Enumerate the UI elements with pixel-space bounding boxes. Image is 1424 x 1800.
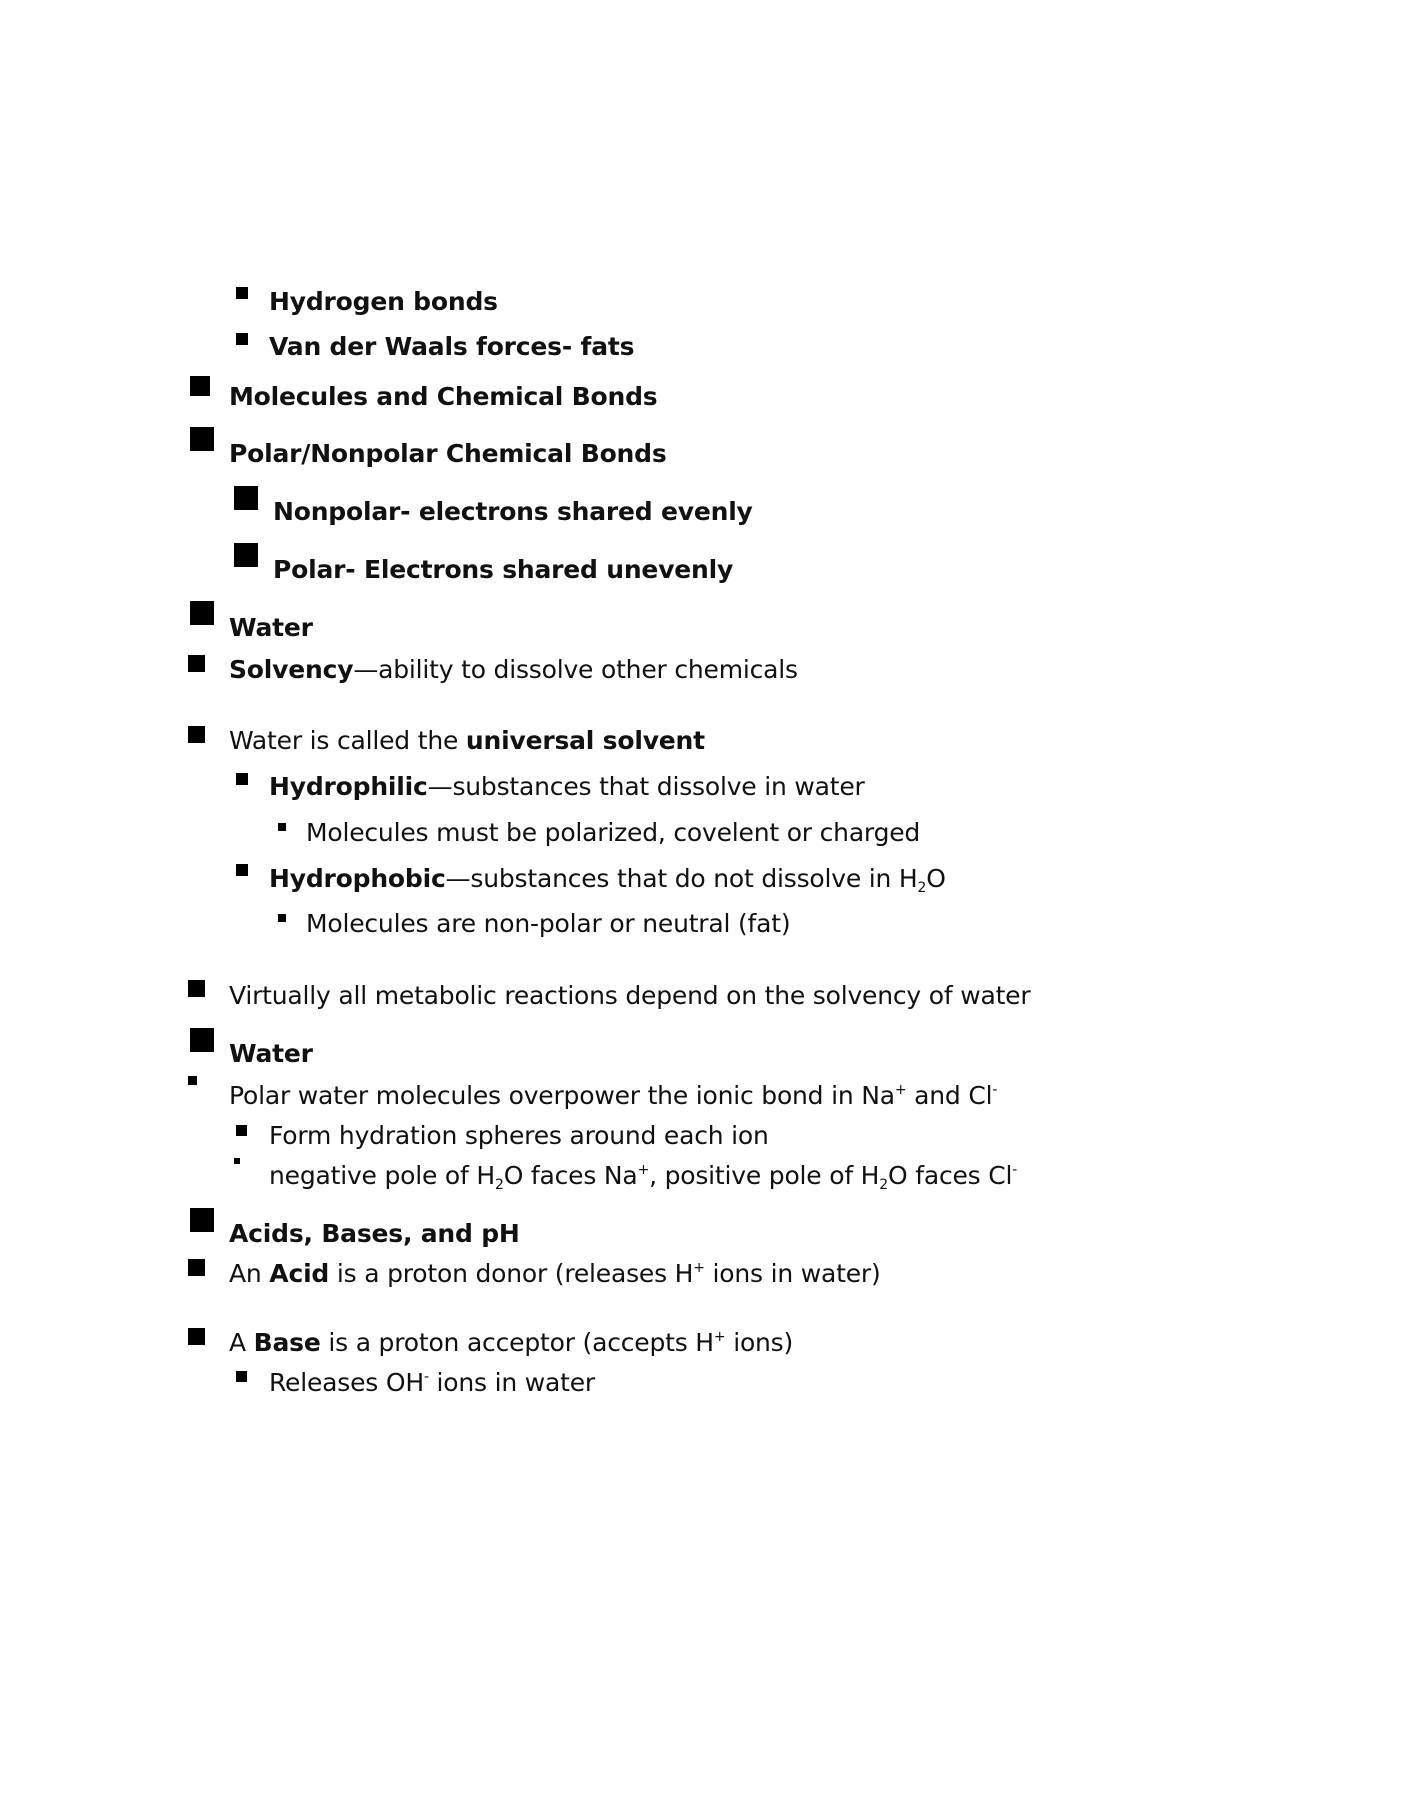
term: universal solvent (465, 726, 705, 755)
list-item (229, 1328, 793, 1358)
definition: —substances that do not dissolve in H (445, 864, 918, 893)
bullet-marker (190, 376, 210, 396)
bullet-marker (190, 1208, 214, 1232)
text: An (229, 1259, 270, 1288)
bullet-marker (236, 773, 248, 785)
superscript: + (693, 1260, 705, 1276)
bullet-marker (234, 486, 258, 510)
term: Hydrophilic (269, 772, 428, 801)
list-item: Polar- Electrons shared unevenly (273, 555, 734, 584)
superscript: - (423, 1369, 429, 1385)
bullet-marker (190, 601, 214, 625)
bullet-marker (278, 823, 286, 831)
subscript: 2 (879, 1177, 888, 1193)
text: negative pole of H (269, 1161, 495, 1190)
bullet-marker (188, 1328, 205, 1345)
bullet-marker (188, 980, 205, 997)
term: Acid (269, 1259, 330, 1288)
bullet-marker (188, 1259, 205, 1276)
text: O (926, 864, 946, 893)
bullet-marker (234, 1158, 240, 1164)
text: ions in water) (704, 1259, 881, 1288)
section-heading: Water (229, 613, 313, 642)
bullet-marker (236, 1371, 247, 1382)
section-heading: Water (229, 1039, 313, 1068)
superscript: + (713, 1329, 726, 1345)
text: ions in water (428, 1368, 595, 1397)
bullet-marker (190, 427, 214, 451)
subscript: 2 (917, 880, 927, 896)
subscript: 2 (494, 1177, 504, 1193)
list-item (269, 1161, 1017, 1191)
definition: —ability to dissolve other chemicals (353, 655, 798, 684)
text: O faces Na (503, 1161, 638, 1190)
text: Polar water molecules overpower the ionic bond in Na (229, 1081, 895, 1110)
term: Base (253, 1328, 321, 1357)
text: is a proton acceptor (accepts H (320, 1328, 714, 1357)
text: Releases OH (269, 1368, 424, 1397)
text: Water is called the (229, 726, 466, 755)
bullet-marker (188, 655, 205, 672)
list-item (269, 772, 865, 802)
list-item: Molecules must be polarized, covelent or charged (306, 818, 921, 847)
text: and Cl (906, 1081, 993, 1110)
bullet-marker (236, 333, 248, 345)
text: A (229, 1328, 254, 1357)
list-item: Virtually all metabolic reactions depend on the solvency of water (229, 981, 1031, 1010)
list-item (269, 1368, 595, 1398)
list-item: Hydrogen bonds (269, 287, 498, 316)
list-item: Polar/Nonpolar Chemical Bonds (229, 439, 667, 468)
bullet-marker (278, 914, 286, 922)
bullet-marker (188, 1076, 197, 1085)
bullet-marker (190, 1028, 214, 1052)
text: , positive pole of H (649, 1161, 880, 1190)
text: O faces Cl (888, 1161, 1013, 1190)
bullet-marker (236, 864, 248, 876)
definition: —substances that dissolve in water (427, 772, 865, 801)
list-item: Form hydration spheres around each ion (269, 1121, 769, 1150)
text: is a proton donor (releases H (329, 1259, 694, 1288)
superscript: + (637, 1162, 650, 1178)
bullet-marker (188, 726, 205, 743)
bullet-marker (236, 1125, 247, 1136)
superscript: - (992, 1082, 998, 1098)
term: Hydrophobic (269, 864, 446, 893)
term: Solvency (229, 655, 354, 684)
text: ions) (725, 1328, 794, 1357)
list-item: Molecules and Chemical Bonds (229, 382, 658, 411)
superscript: + (894, 1082, 907, 1098)
list-item (229, 726, 705, 756)
list-item (229, 1259, 881, 1289)
list-item: Molecules are non-polar or neutral (fat) (306, 909, 791, 938)
bullet-marker (234, 543, 258, 567)
list-item (229, 655, 798, 685)
bullet-marker (236, 287, 248, 299)
superscript: - (1012, 1162, 1018, 1178)
list-item (229, 1081, 997, 1111)
list-item (269, 864, 946, 894)
list-item: Nonpolar- electrons shared evenly (273, 497, 753, 526)
list-item: Van der Waals forces- fats (269, 332, 635, 361)
section-heading: Acids, Bases, and pH (229, 1219, 520, 1248)
